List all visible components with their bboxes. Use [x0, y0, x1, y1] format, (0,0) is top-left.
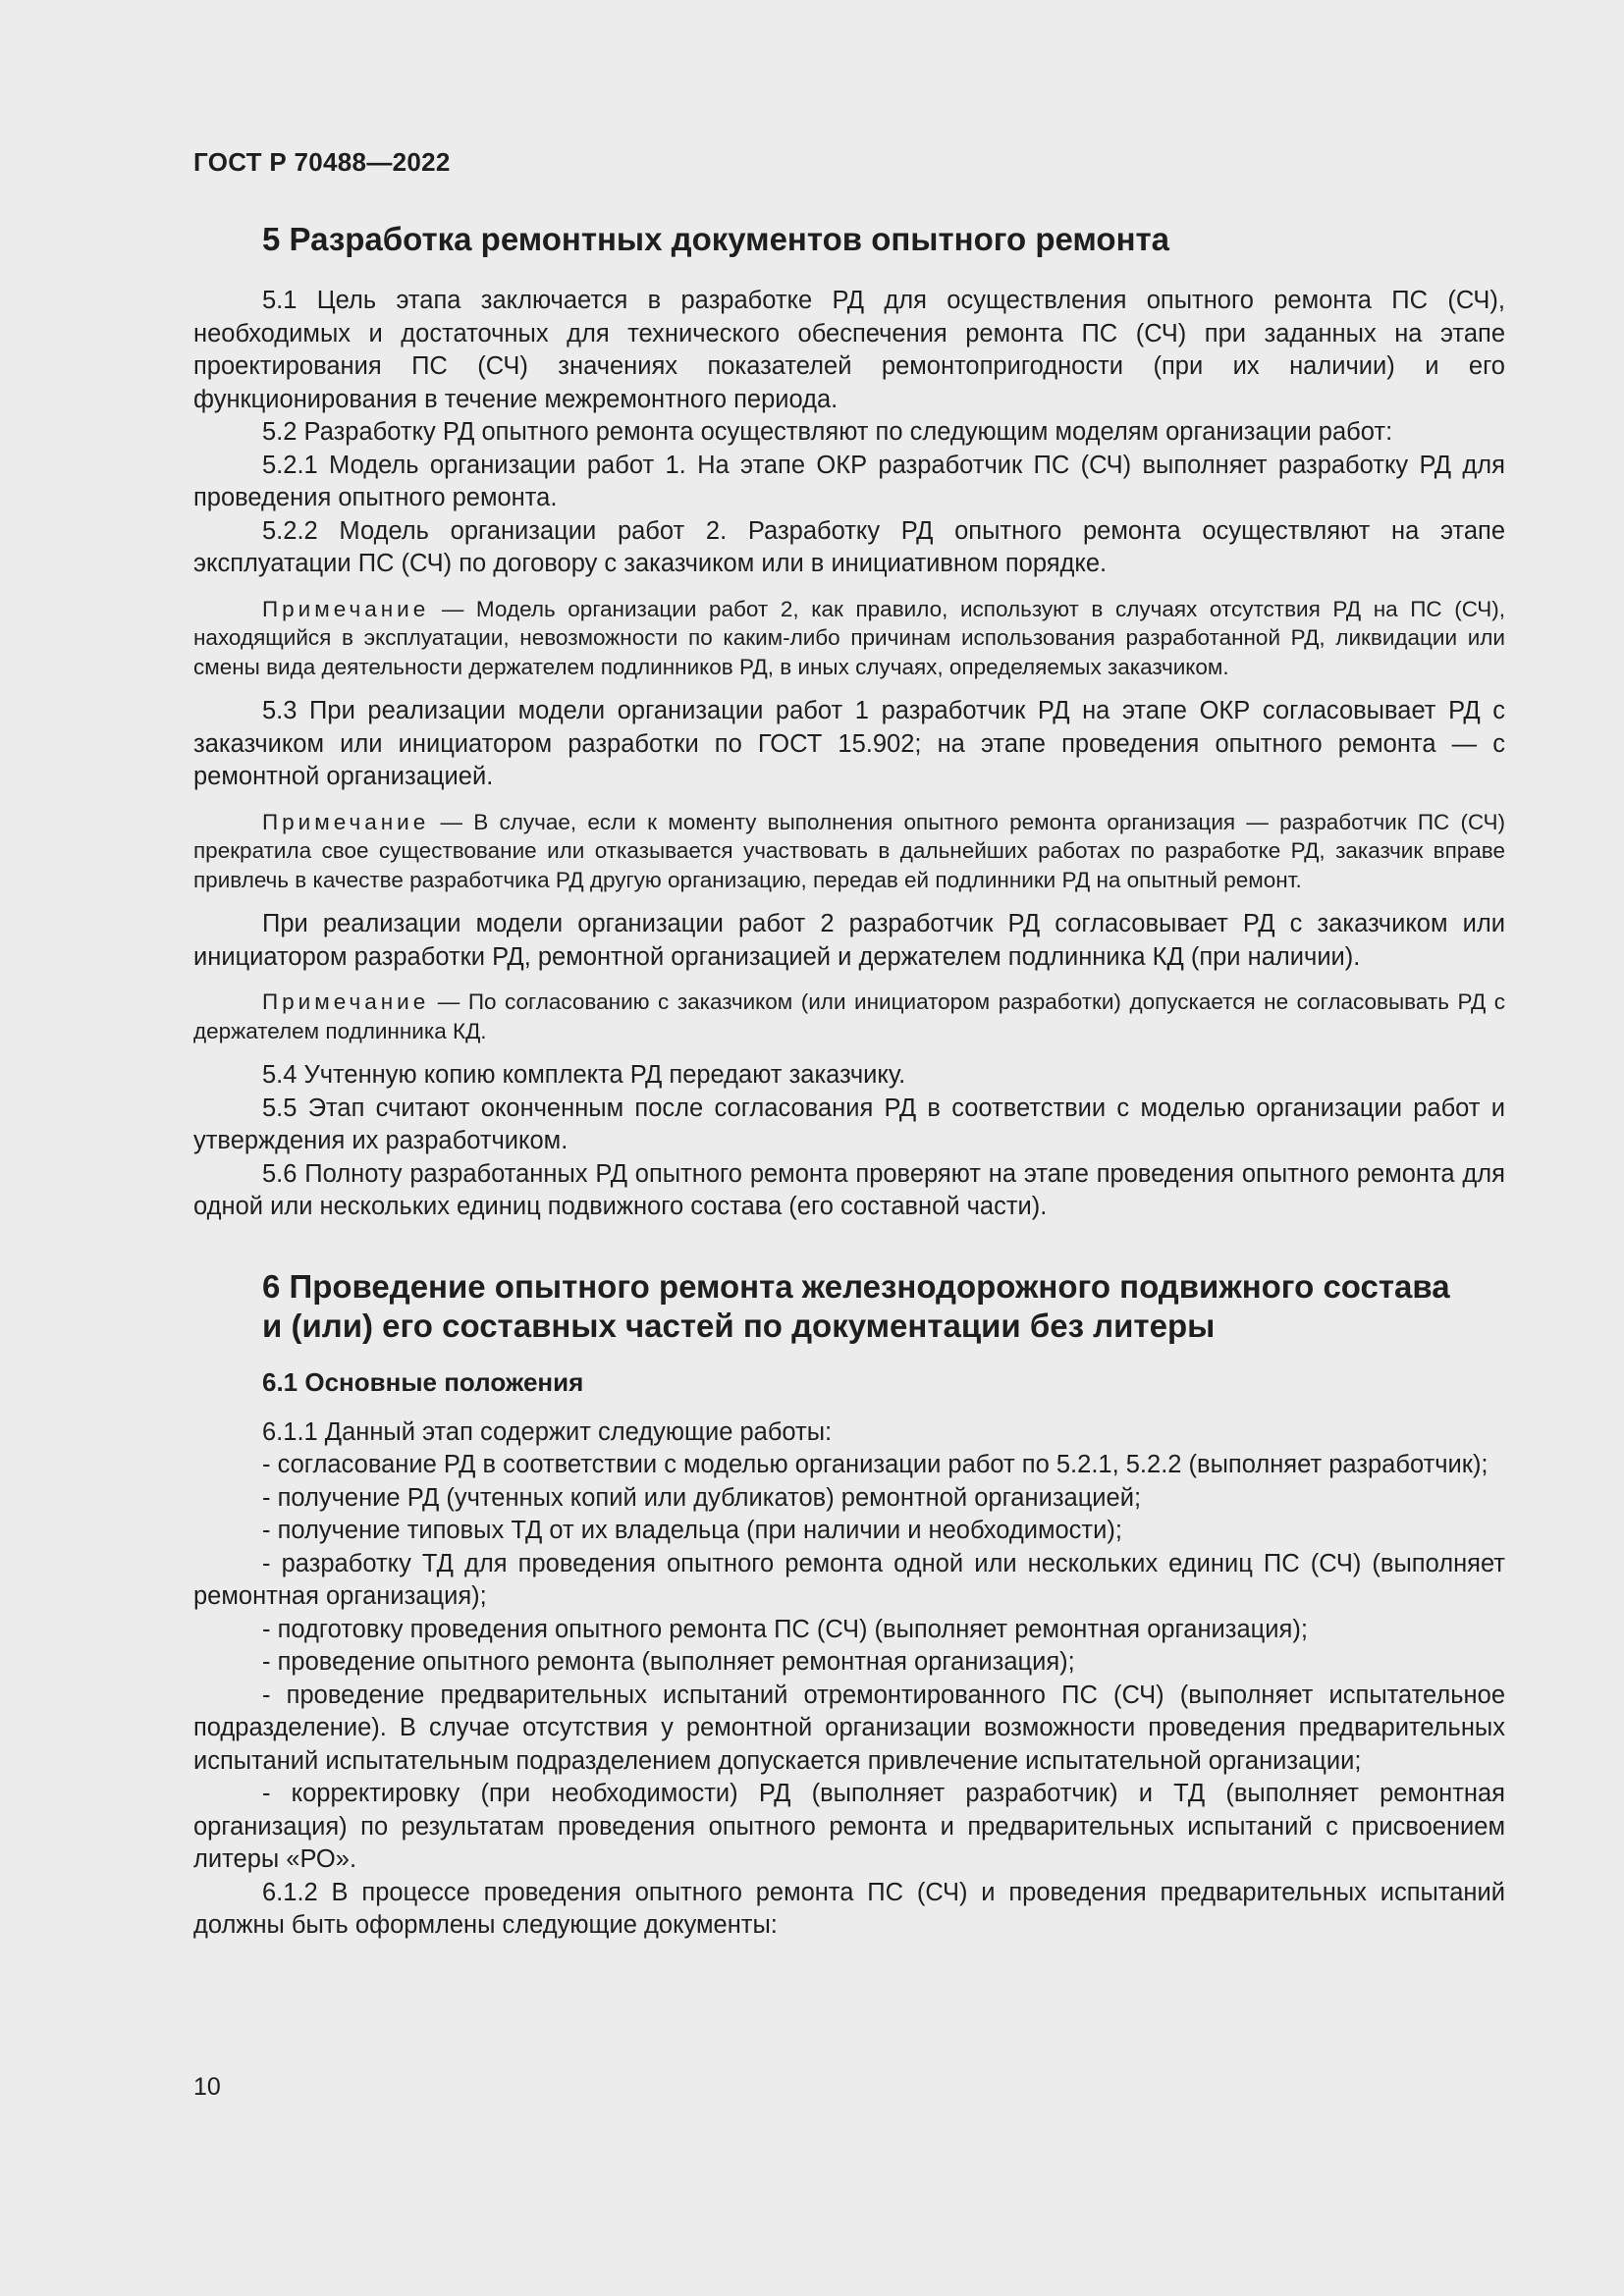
note-text: — По согласованию с заказчиком (или инициатором разработки) допускается не согласовывать РД с держателем подлинника КД. — [193, 989, 1505, 1043]
paragraph-5-3-model-2: При реализации модели организации работ 2 разработчик РД согласовывает РД с заказчиком или инициатором разработки РД, ремонтной организацией и держателем подлинника КД (при наличии). — [193, 910, 1505, 971]
note-2 — [193, 808, 1505, 895]
note-label: Примечание — [262, 809, 430, 834]
section-6-title — [193, 1267, 1505, 1346]
note-text: — В случае, если к моменту выполнения опытного ремонта организация — разработчик ПС (СЧ) прекратила свое существование или отказывается участвовать в дальнейших работах по разработке РД, заказчик вправе привлечь в качестве разработчика РД другую организацию, передав ей подлинники РД на опытный ремонт. — [193, 809, 1505, 892]
list-item: - согласование РД в соответствии с моделью организации работ по 5.2.1, 5.2.2 (выполняет разработчик); — [262, 1451, 1489, 1478]
note-text: — Модель организации работ 2, как правило, используют в случаях отсутствия РД на ПС (СЧ), находящийся в эксплуатации, невозможности по каким-либо причинам использования разработанной РД, ликвидации или смены вида деятельности держателем подлинников РД, в иных случаях, определяемых заказчиком. — [193, 596, 1505, 679]
paragraph-5-3: 5.3 При реализации модели организации работ 1 разработчик РД на этапе ОКР согласовывает РД с заказчиком или инициатором разработки по ГОСТ 15.902; на этапе проведения опытного ремонта — с ремонтной организацией. — [193, 697, 1505, 790]
note-1 — [193, 595, 1505, 682]
list-item: - проведение опытного ремонта (выполняет ремонтная организация); — [262, 1648, 1075, 1676]
page-number: 10 — [193, 2073, 221, 2101]
section-5-title: 5 Разработка ремонтных документов опытного ремонта — [262, 221, 1170, 257]
subsection-6-1-title: 6.1 Основные положения — [262, 1366, 584, 1397]
note-label: Примечание — [262, 596, 430, 621]
paragraph-5-1: 5.1 Цель этапа заключается в разработке РД для осуществления опытного ремонта ПС (СЧ), необходимых и достаточных для технического обеспечения ремонта ПС (СЧ) при заданных на этапе проектирования ПС (СЧ) значениях показателей ремонтопригодности (при их наличии) и его функционирования в течение межремонтного периода. — [193, 287, 1505, 413]
list-item: - получение РД (учтенных копий или дубликатов) ремонтной организацией; — [262, 1483, 1142, 1512]
list-item: - подготовку проведения опытного ремонта ПС (СЧ) (выполняет ремонтная организация); — [262, 1615, 1308, 1643]
paragraph-6-1-1: 6.1.1 Данный этап содержит следующие работы: — [262, 1417, 833, 1446]
paragraph-5-4: 5.4 Учтенную копию комплекта РД передают заказчику. — [262, 1061, 906, 1089]
list-item: - разработку ТД для проведения опытного ремонта одной или нескольких единиц ПС (СЧ) (выполняет ремонтная организация); — [193, 1549, 1505, 1610]
list-item: - проведение предварительных испытаний отремонтированного ПС (СЧ) (выполняет испытательное подразделение). В случае отсутствия у ремонтной организации возможности проведения предварительных испытаний испытательным подразделением допускается привлечение испытательной организации; — [193, 1681, 1505, 1775]
paragraph-6-1-2: 6.1.2 В процессе проведения опытного ремонта ПС (СЧ) и проведения предварительных испытаний должны быть оформлены следующие документы: — [193, 1878, 1505, 1939]
paragraph-5-2: 5.2 Разработку РД опытного ремонта осуществляют по следующим моделям организации работ: — [262, 418, 1393, 446]
document-header: ГОСТ Р 70488—2022 — [193, 147, 451, 177]
list-item: - корректировку (при необходимости) РД (выполняет разработчик) и ТД (выполняет ремонтная организация) по результатам проведения опытного ремонта и предварительных испытаний с присвоением литеры «РО». — [193, 1780, 1505, 1873]
section-6-title-line-1: 6 Проведение опытного ремонта железнодорожного подвижного состава — [262, 1267, 1450, 1305]
paragraph-5-2-1: 5.2.1 Модель организации работ 1. На этапе ОКР разработчик ПС (СЧ) выполняет разработку РД для проведения опытного ремонта. — [193, 451, 1505, 511]
section-6-title-line-2: и (или) его составных частей по документации без литеры — [262, 1307, 1216, 1344]
list-item: - получение типовых ТД от их владельца (при наличии и необходимости); — [262, 1517, 1122, 1544]
note-label: Примечание — [262, 989, 430, 1014]
paragraph-5-2-2: 5.2.2 Модель организации работ 2. Разработку РД опытного ремонта осуществляют на этапе эксплуатации ПС (СЧ) по договору с заказчиком или в инициативном порядке. — [193, 516, 1505, 577]
paragraph-5-6: 5.6 Полноту разработанных РД опытного ремонта проверяют на этапе проведения опытного ремонта для одной или нескольких единиц подвижного состава (его составной части). — [193, 1159, 1505, 1220]
page-content — [193, 220, 1505, 1943]
note-3 — [193, 988, 1505, 1045]
paragraph-5-5: 5.5 Этап считают оконченным после согласования РД в соответствии с моделью организации работ и утверждения их разработчиком. — [193, 1094, 1505, 1154]
